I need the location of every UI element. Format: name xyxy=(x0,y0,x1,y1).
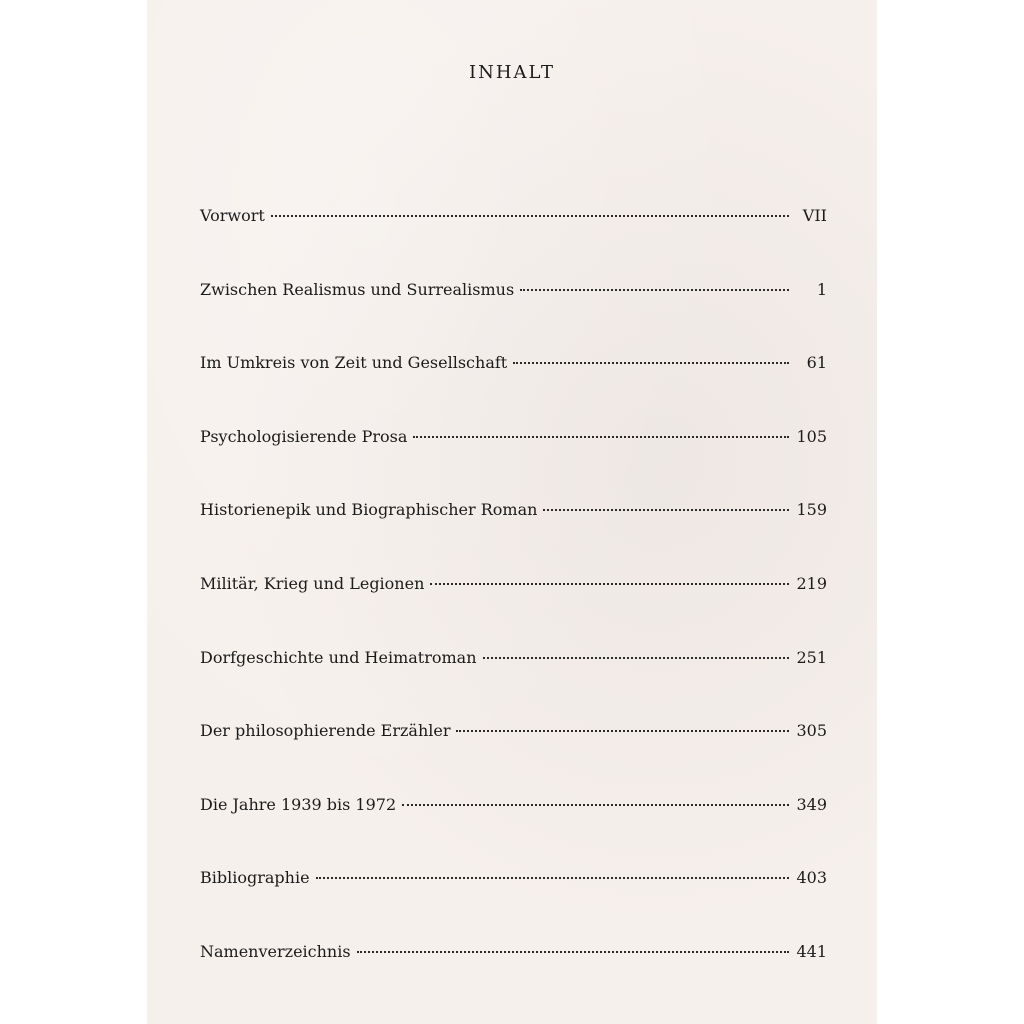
book-page xyxy=(147,0,877,1024)
toc-entry-page: 1 xyxy=(816,279,827,299)
dot-leader xyxy=(413,420,789,438)
toc-entry-page: 219 xyxy=(796,573,827,593)
toc-entry-dorfgeschichte xyxy=(200,645,827,719)
toc-entry-title: Dorfgeschichte und Heimatroman xyxy=(200,647,477,667)
toc-entry-title: Der philosophierende Erzähler xyxy=(200,721,451,741)
toc-entry-page: 403 xyxy=(796,868,827,888)
toc-entry-title: Namenverzeichnis xyxy=(200,941,351,961)
dot-leader xyxy=(430,567,789,585)
page-title: INHALT xyxy=(468,62,556,83)
toc-entry-page: 105 xyxy=(796,426,827,446)
dot-leader xyxy=(456,714,789,732)
dot-leader xyxy=(357,935,789,953)
dot-leader xyxy=(513,346,789,364)
toc-entry-bibliographie xyxy=(200,865,827,939)
dot-leader xyxy=(402,788,789,806)
toc-entry-namenverzeichnis xyxy=(200,939,827,1013)
toc-entry-vorwort xyxy=(200,203,827,277)
table-of-contents xyxy=(200,203,827,1013)
toc-entry-title: Historienepik und Biographischer Roman xyxy=(200,500,538,520)
toc-entry-page: VII xyxy=(802,206,827,225)
toc-entry-page: 441 xyxy=(796,941,827,961)
toc-entry-title: Im Umkreis von Zeit und Gesellschaft xyxy=(200,353,508,373)
toc-entry-title: Vorwort xyxy=(200,206,265,225)
toc-entry-title: Die Jahre 1939 bis 1972 xyxy=(200,794,397,814)
toc-entry-philosophierende-erzaehler xyxy=(200,718,827,792)
dot-leader xyxy=(483,641,790,659)
toc-entry-page: 159 xyxy=(796,500,827,520)
toc-entry-page: 61 xyxy=(806,353,827,373)
toc-entry-title: Militär, Krieg und Legionen xyxy=(200,573,425,593)
toc-entry-page: 305 xyxy=(796,721,827,741)
dot-leader xyxy=(520,273,789,291)
dot-leader xyxy=(316,861,789,879)
toc-entry-militaer xyxy=(200,571,827,645)
toc-entry-historienepik xyxy=(200,497,827,571)
toc-entry-page: 251 xyxy=(796,647,827,667)
toc-entry-psychologisierende-prosa xyxy=(200,424,827,498)
dot-leader xyxy=(543,493,789,511)
toc-entry-title: Bibliographie xyxy=(200,868,310,888)
toc-entry-page: 349 xyxy=(796,794,827,814)
toc-entry-im-umkreis xyxy=(200,350,827,424)
toc-entry-die-jahre xyxy=(200,792,827,866)
dot-leader xyxy=(271,199,789,217)
toc-entry-title: Psychologisierende Prosa xyxy=(200,426,408,446)
toc-entry-title: Zwischen Realismus und Surrealismus xyxy=(200,279,515,299)
toc-entry-zwischen-realismus xyxy=(200,277,827,351)
